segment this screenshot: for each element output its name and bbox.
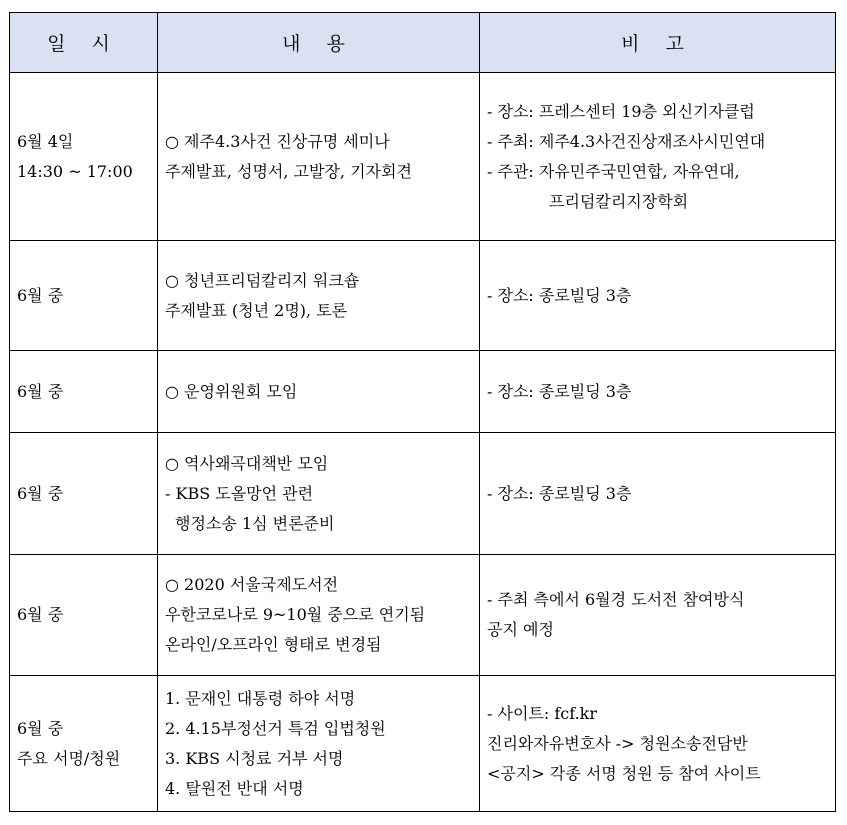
table-row: [10, 555, 836, 676]
note-cell: [480, 433, 836, 555]
note-cell: [480, 241, 836, 351]
note-cell: [480, 73, 836, 241]
content-line: 1. 문재인 대통령 하야 서명: [165, 688, 356, 708]
content-line: ○ 제주4.3사건 진상규명 세미나: [165, 131, 390, 151]
note-line: - 주최: 제주4.3사건진상재조사시민연대: [487, 131, 766, 151]
note-line: - 사이트: fcf.kr: [487, 703, 598, 723]
table-row: [10, 676, 836, 812]
table-row: [10, 73, 836, 241]
note-line: - 주관: 자유민주국민연합, 자유연대,: [487, 161, 740, 181]
header-row: [10, 13, 836, 73]
content-cell: [158, 676, 480, 812]
content-line: - KBS 도올망언 관련: [165, 483, 314, 503]
header-note: 비 고: [480, 13, 836, 73]
date-line: 주요 서명/청원: [17, 748, 121, 768]
content-line: 행정소송 1심 변론준비: [175, 513, 335, 533]
date-cell: [10, 351, 158, 433]
content-cell: [158, 555, 480, 676]
date-line: 6월 중: [17, 718, 64, 738]
date-cell: [10, 676, 158, 812]
content-cell: [158, 433, 480, 555]
content-line: 주제발표 (청년 2명), 토론: [165, 300, 348, 320]
content-line: ○ 역사왜곡대책반 모임: [165, 453, 329, 473]
header-content: 내 용: [158, 13, 480, 73]
content-cell: [158, 241, 480, 351]
note-line: - 장소: 종로빌딩 3층: [487, 285, 632, 305]
header-date: 일 시: [10, 13, 158, 73]
content-line: 주제발표, 성명서, 고발장, 기자회견: [165, 161, 412, 181]
date-cell: [10, 555, 158, 676]
note-line: - 장소: 프레스센터 19층 외신기자클럽: [487, 101, 755, 121]
time-line: 14:30 ~ 17:00: [17, 161, 133, 181]
date-cell: [10, 433, 158, 555]
note-line: - 장소: 종로빌딩 3층: [487, 483, 632, 503]
table-row: [10, 351, 836, 433]
content-line: 온라인/오프라인 형태로 변경됨: [165, 635, 382, 654]
note-line: 프리덤칼리지장학회: [549, 191, 689, 211]
date-cell: [10, 241, 158, 351]
note-line: - 장소: 종로빌딩 3층: [487, 381, 632, 401]
note-cell: [480, 676, 836, 812]
content-line: ○ 2020 서울국제도서전: [165, 575, 339, 594]
date-line: 6월 중: [17, 381, 64, 401]
note-cell: [480, 555, 836, 676]
note-line: 진리와자유변호사 -> 청원소송전담반: [487, 733, 748, 753]
table-row: [10, 433, 836, 555]
note-line: <공지> 각종 서명 청원 등 참여 사이트: [487, 763, 761, 783]
content-line: 4. 탈원전 반대 서명: [165, 778, 304, 798]
content-line: 3. KBS 시청료 거부 서명: [165, 748, 344, 768]
note-cell: [480, 351, 836, 433]
content-line: 2. 4.15부정선거 특검 입법청원: [165, 718, 386, 738]
content-line: ○ 운영위원회 모임: [165, 381, 298, 401]
content-cell: [158, 351, 480, 433]
date-cell: [10, 73, 158, 241]
content-line: ○ 청년프리덤칼리지 워크숍: [165, 270, 360, 290]
date-line: 6월 중: [17, 483, 64, 503]
schedule-table: [9, 12, 836, 812]
date-line: 6월 중: [17, 285, 64, 305]
date-line: 6월 4일: [17, 131, 74, 151]
content-cell: [158, 73, 480, 241]
note-line: - 주최 측에서 6월경 도서전 참여방식: [487, 590, 745, 609]
content-line: 우한코로나로 9~10월 중으로 연기됨: [165, 605, 426, 624]
note-line: 공지 예정: [487, 620, 554, 639]
table-row: [10, 241, 836, 351]
date-line: 6월 중: [17, 605, 64, 624]
